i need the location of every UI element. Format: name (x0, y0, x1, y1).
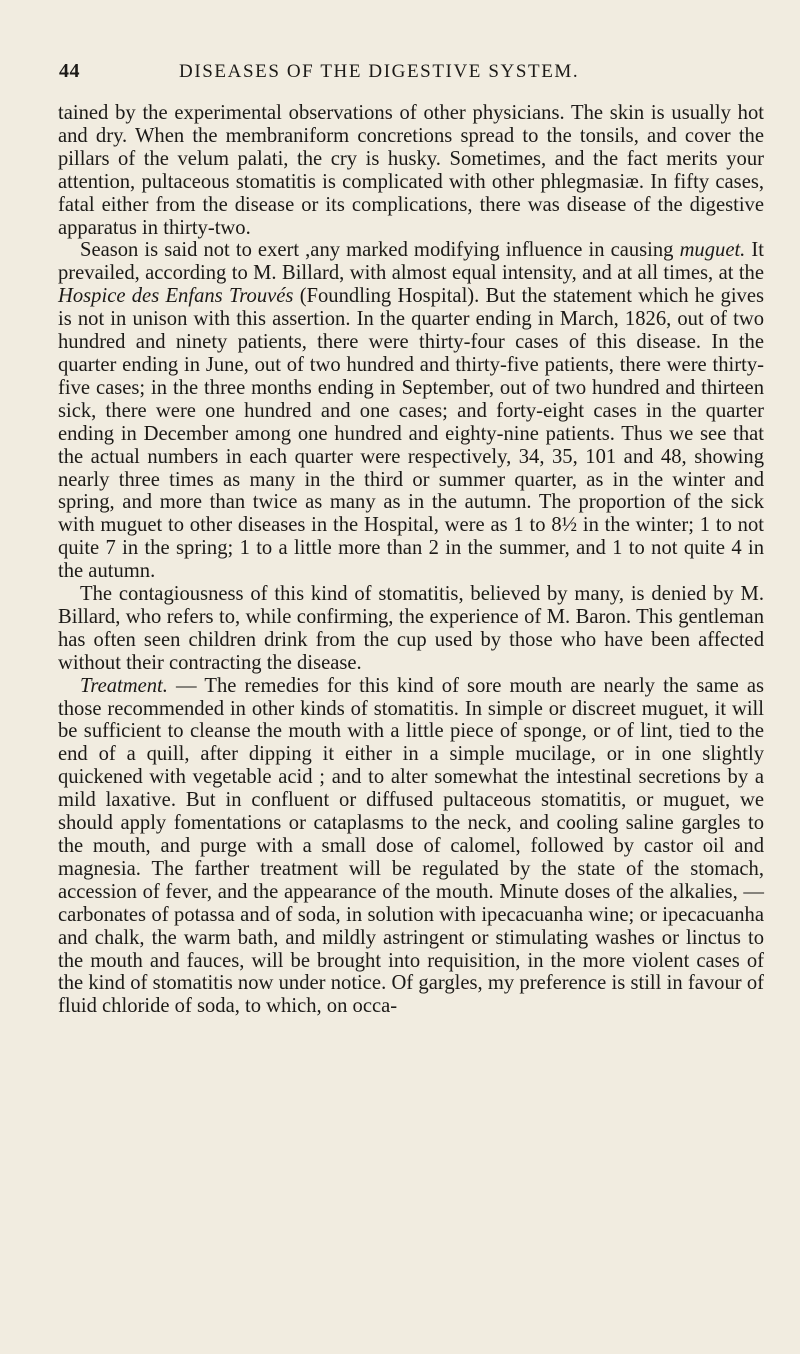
paragraph-text: The contagiousness of this kind of stomatitis, believed by many, is denied by M. Billard, who refers to, while confirming, the experience of M. Baron. This gentleman has often seen children drink from the cup used by those who have been affected without their contracting the disease. (58, 583, 764, 674)
paragraph (58, 675, 764, 1019)
paragraph (58, 102, 764, 239)
italic-text: muguet. (679, 239, 746, 262)
italic-text: Treatment. (80, 674, 168, 697)
paragraph-text: It prevailed, according to M. Billard, with almost equal intensity, and at all times, at the (58, 239, 764, 285)
paragraph-text: Season is said not to exert ,any marked modifying influence in causing (80, 239, 680, 262)
page-number: 44 (59, 60, 80, 82)
running-head: DISEASES OF THE DIGESTIVE SYSTEM. (179, 61, 580, 82)
paragraph (58, 239, 764, 583)
paragraph-text: — The remedies for this kind of sore mouth are nearly the same as those recommended in other kinds of stomatitis. In simple or discreet muguet, it will be sufficient to cleanse the mouth with a little piece of sponge, or of lint, tied to the end of a quill, after dipping it either in a simple mucilage, or in one slightly quickened with vegetable acid ; and to alter somewhat the intestinal secretions by a mild laxative. But in confluent or diffused pultaceous stomatitis, or muguet, we should apply fomentations or cataplasms to the neck, and cooling saline gargles to the mouth, and purge with a small dose of calomel, followed by castor oil and magnesia. The farther treatment will be regulated by the state of the stomach, accession of fever, and the appearance of the mouth. Minute doses of the alkalies, — carbonates of potassa and of soda, in solution with ipecacuanha wine; or ipecacuanha and chalk, the warm bath, and mildly astringent or stimulating washes or linctus to the mouth and fauces, will be brought into requisition, in the more violent cases of the kind of stomatitis now under notice. Of gargles, my preference is still in favour of fluid chloride of soda, to which, on occa- (58, 674, 764, 1018)
italic-text: Hospice des Enfans Trouvés (58, 285, 294, 308)
body-text (58, 102, 764, 1018)
paragraph-text: (Foundling Hospital). But the statement which he gives is not in unison with this assertion. In the quarter ending in March, 1826, out of two hundred and ninety patients, there were thirty-four cases of this disease. In the quarter ending in June, out of two hundred and thirty-five patients, there were thirty-five cases; in the three months ending in September, out of two hundred and thirteen sick, there were one hundred and one cases; and forty-eight cases in the quarter ending in December among one hundred and eighty-nine patients. Thus we see that the actual numbers in each quarter were respectively, 34, 35, 101 and 48, showing nearly three times as many in the third or summer quarter, as in the winter and spring, and more than twice as many as in the autumn. The proportion of the sick with muguet to other diseases in the Hospital, were as 1 to 8½ in the winter; 1 to not quite 7 in the spring; 1 to a little more than 2 in the summer, and 1 to not quite 4 in the autumn. (58, 285, 764, 583)
paragraph (58, 583, 764, 675)
paragraph-text: tained by the experimental observations of other physicians. The skin is usually hot and dry. When the membraniform concretions spread to the tonsils, and cover the pillars of the velum palati, the cry is husky. Sometimes, and the fact merits your attention, pultaceous stomatitis is complicated with other phlegmasiæ. In fifty cases, fatal either from the disease or its complications, there was disease of the digestive apparatus in thirty-two. (58, 102, 764, 239)
page-header (59, 60, 759, 84)
